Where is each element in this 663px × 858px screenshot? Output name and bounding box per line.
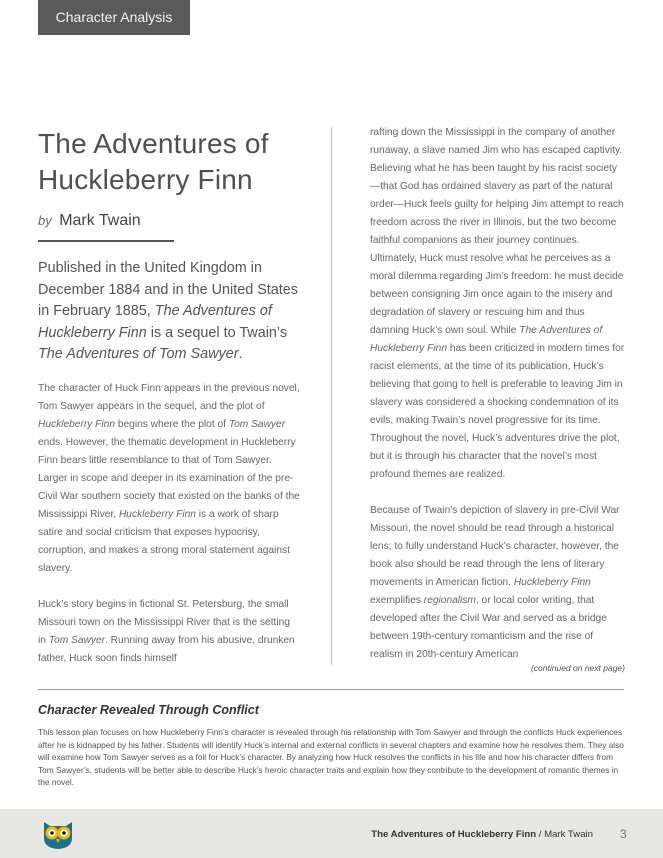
right-column [370,124,626,664]
section-divider [38,689,624,690]
owl-icon [38,812,78,852]
section-tag: Character Analysis [38,0,190,35]
right-paragraph-2: Because of Twain’s depiction of slavery in pre-Civil War Missouri, the novel should be read through a historical lens; to fully understand Huck’s character, however, the book also should be read through the lens of literary movements in American fiction. Huckleberry Finn exemplifies regionalism, or local color writing, that developed after the Civil War and served as a bridge between 19th-century romanticism and the rise of realism in 20th-century American [370,505,620,660]
by-label: by [38,213,52,228]
publication-statement: Published in the United Kingdom in December 1884 and in the United States in February 1885, The Adventures of Huckleberry Finn is a sequel to Twain’s The Adventures of Tom Sawyer. [38,260,298,362]
left-paragraph-2: Huck’s story begins in fictional St. Petersburg, the small Missouri town on the Mississippi River that is the setting in Tom Sawyer. Running away from his abusive, drunken father, Huck soon finds himself [38,598,295,664]
column-divider [331,127,332,665]
left-paragraph-1: The character of Huck Finn appears in the previous novel, Tom Sawyer appears in the sequel, and the plot of Huckleberry Finn begins where the plot of Tom Sawyer ends. However, the thematic development in Huckleberry Finn bears little resemblance to that of Tom Sawyer. Larger in scope and deeper in its examination of the pre-Civil War southern society that existed on the banks of the Mississippi River, Huckleberry Finn is a work of sharp satire and social criticism that exposes hypocrisy, corruption, and makes a strong moral statement against slavery. [38,382,300,574]
page-number: 3 [620,827,627,841]
continued-note: (continued on next page) [530,663,625,673]
book-title: The Adventures of Huckleberry Finn [38,128,269,195]
section-body: This lesson plan focuses on how Huckleberry Finn’s character is revealed through his relationship with Tom Sawyer and through the conflicts Huck experiences after he is kidnapped by his father. Students will identify Huck’s internal and external conflicts in several chapters and examine how he resolves them. They also will examine how Tom Sawyer serves as a foil for Huck’s character. By analyzing how Huck resolves the conflicts in his life and how his character differs from Tom Sawyer’s, students will be better able to describe Huck’s heroic character traits and explain how they contribute to the development of romantic themes in the novel. [38,727,624,788]
author-name: Mark Twain [59,212,141,229]
left-column [38,120,300,668]
section-heading: Character Revealed Through Conflict [38,703,259,717]
footer-title: The Adventures of Huckleberry Finn / Mark Twain [371,829,593,840]
byline [38,212,300,230]
right-paragraph-1: rafting down the Mississippi in the company of another runaway, a slave named Jim who has escaped captivity. Believing what he has been taught by his racist society—that God has ordained slavery as part of the natural order—Huck feels guilty for helping Jim attempt to reach freedom across the river in Illinois, but the two become faithful companions as their journey continues. Ultimately, Huck must resolve what he perceives as a moral dilemma regarding Jim’s freedom: he must decide between consigning Jim once again to the misery and degradation of slavery or rescuing him and thus damning Huck’s own soul. While The Adventures of Huckleberry Finn has been criticized in modern times for racist elements, at the time of its publication, Huck’s believing that going to hell is preferable to leaving Jim in slavery was considered a shocking condemnation of its evils, making Twain’s novel progressive for its time. Throughout the novel, Huck’s adventures drive the plot, but it is through his character that the novel’s most profound themes are realized. [370,127,625,480]
title-underline [38,240,174,242]
